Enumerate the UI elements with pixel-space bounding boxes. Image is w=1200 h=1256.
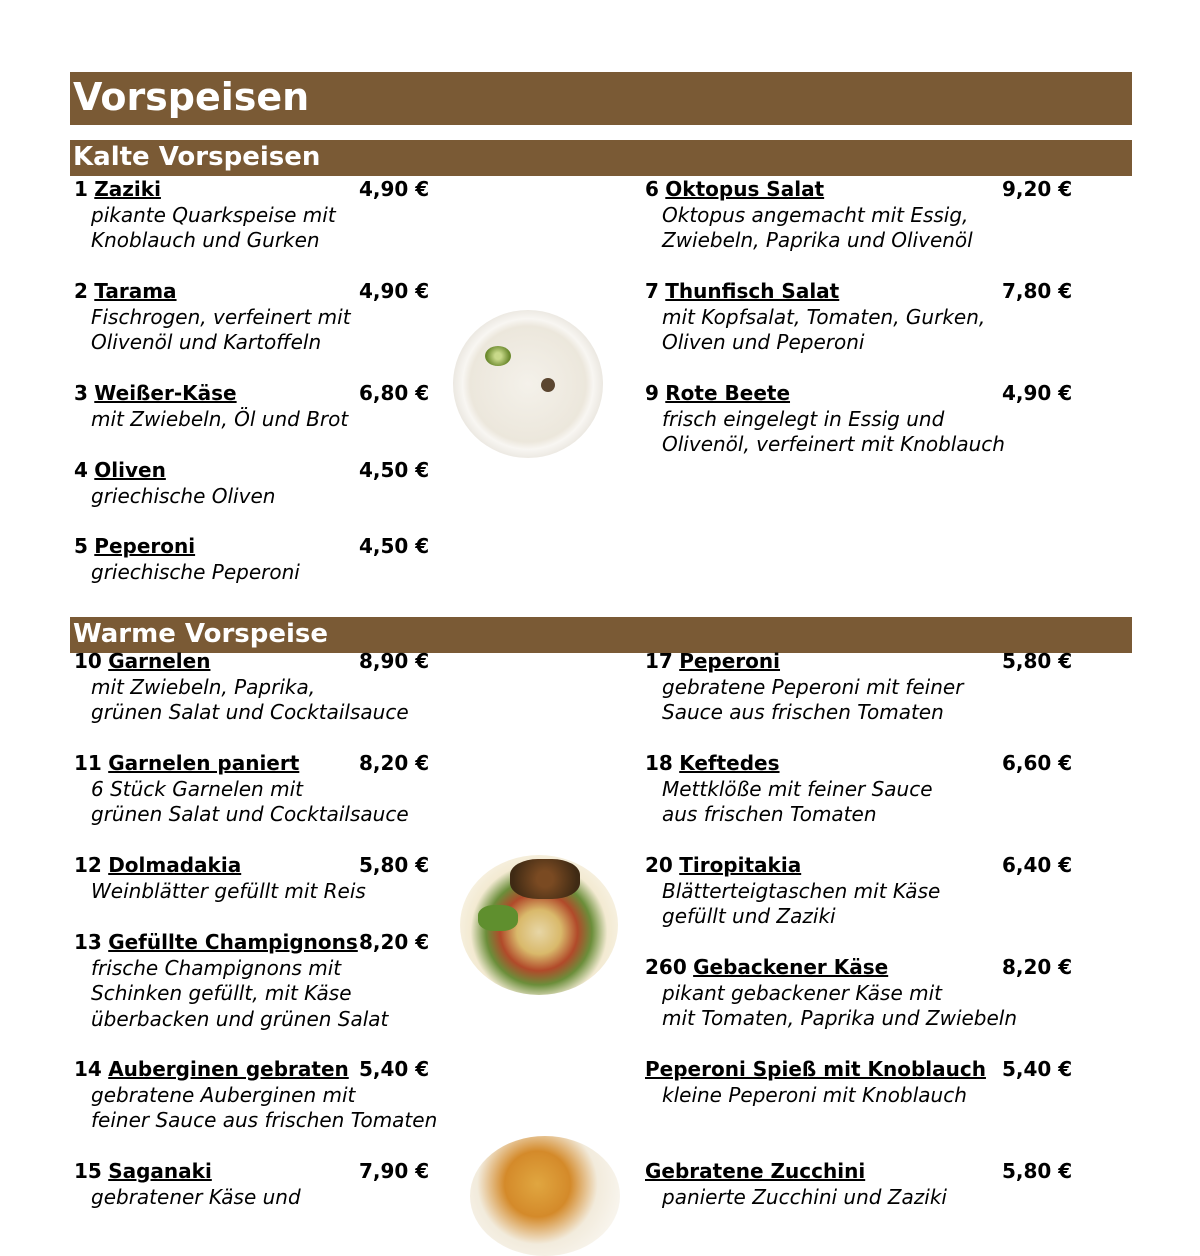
menu-item-description: kleine Peperoni mit Knoblauch — [662, 1082, 967, 1107]
menu-item — [645, 955, 1073, 1032]
menu-item-header — [645, 381, 1073, 407]
menu-item-number: 2 — [74, 279, 88, 303]
menu-item — [74, 930, 430, 1032]
menu-item-name: Dolmadakia — [108, 853, 242, 877]
menu-item-price: 5,80 € — [359, 853, 430, 877]
menu-item-header — [74, 649, 430, 675]
menu-item-header — [74, 177, 430, 203]
mixed-appetizer-dish-photo — [460, 855, 618, 995]
zaziki-dish-photo — [453, 310, 603, 458]
menu-item-name: Gebratene Zucchini — [645, 1159, 866, 1183]
menu-item-price: 5,40 € — [359, 1057, 430, 1081]
menu-item — [74, 279, 430, 356]
menu-item-header — [645, 177, 1073, 203]
menu-item — [74, 381, 430, 432]
menu-item-name: Thunfisch Salat — [665, 279, 840, 303]
menu-item-description: Olivenöl und Kartoffeln — [91, 330, 322, 354]
menu-item-number: 14 — [74, 1057, 102, 1081]
menu-item-description: Schinken gefüllt, mit Käse — [91, 981, 352, 1005]
menu-item-description: Sauce aus frischen Tomaten — [662, 700, 944, 724]
menu-item-description: mit Zwiebeln, Öl und Brot — [91, 406, 349, 431]
menu-item-header — [74, 381, 430, 407]
menu-item-number: 17 — [645, 649, 673, 673]
menu-item-description: mit Tomaten, Paprika und Zwiebeln — [662, 1006, 1018, 1030]
menu-item-price: 5,80 € — [1002, 1159, 1073, 1183]
menu-item-description: grünen Salat und Cocktailsauce — [91, 802, 409, 826]
menu-item-description: feiner Sauce aus frischen Tomaten — [91, 1108, 438, 1132]
menu-item-description: Knoblauch und Gurken — [91, 228, 320, 252]
menu-item-header — [645, 751, 1073, 777]
menu-item — [645, 751, 1073, 828]
menu-item-description: panierte Zucchini und Zaziki — [662, 1184, 947, 1209]
menu-item-description: gebratener Käse und — [91, 1184, 301, 1209]
menu-item-number: 6 — [645, 177, 659, 201]
menu-item-description: Blätterteigtaschen mit Käse — [662, 878, 941, 903]
menu-item-name: Saganaki — [108, 1159, 212, 1183]
menu-item-name: Garnelen — [108, 649, 211, 673]
menu-item-name: Gebackener Käse — [693, 955, 889, 979]
menu-item-number: 3 — [74, 381, 88, 405]
menu-item-header — [74, 279, 430, 305]
menu-item-description: Fischrogen, verfeinert mit — [91, 304, 351, 329]
page-title: Vorspeisen — [70, 72, 1132, 125]
menu-item — [645, 381, 1073, 458]
menu-item-description: gebratene Auberginen mit — [91, 1082, 356, 1107]
menu-item — [74, 1159, 430, 1210]
section-heading-kalte-vorspeisen: Kalte Vorspeisen — [70, 140, 1132, 176]
menu-item-price: 4,90 € — [359, 177, 430, 201]
menu-item-name: Oliven — [94, 458, 166, 482]
menu-item — [645, 649, 1073, 726]
menu-item-description: Mettklöße mit feiner Sauce — [662, 776, 933, 801]
menu-item-number: 12 — [74, 853, 102, 877]
menu-item-number: 5 — [74, 534, 88, 558]
menu-item-header — [645, 279, 1073, 305]
menu-item-description: aus frischen Tomaten — [662, 802, 877, 826]
menu-item-number: 1 — [74, 177, 88, 201]
menu-item-price: 7,90 € — [359, 1159, 430, 1183]
menu-item-number: 15 — [74, 1159, 102, 1183]
menu-item-description: mit Kopfsalat, Tomaten, Gurken, — [662, 304, 986, 329]
menu-item-name: Garnelen paniert — [108, 751, 300, 775]
menu-item-name: Auberginen gebraten — [108, 1057, 349, 1081]
menu-item — [645, 279, 1073, 356]
menu-item-name: Zaziki — [94, 177, 161, 201]
menu-item-price: 8,90 € — [359, 649, 430, 673]
menu-item — [74, 1057, 437, 1134]
menu-item-name: Peperoni — [94, 534, 196, 558]
menu-item-price: 7,80 € — [1002, 279, 1073, 303]
menu-item — [645, 853, 1073, 930]
menu-item-header — [645, 955, 1073, 981]
menu-item-price: 5,40 € — [1002, 1057, 1073, 1081]
menu-item-header — [74, 458, 430, 484]
menu-item-number: 7 — [645, 279, 659, 303]
menu-item — [74, 458, 430, 509]
menu-item — [645, 177, 1073, 254]
menu-item-name: Gefüllte Champignons — [108, 930, 358, 954]
menu-item — [74, 853, 430, 904]
menu-item-header — [74, 1159, 430, 1185]
menu-item-description: frisch eingelegt in Essig und — [662, 406, 945, 431]
menu-item-header — [74, 751, 430, 777]
menu-item — [74, 649, 430, 726]
menu-item-description: griechische Oliven — [91, 483, 276, 508]
menu-item-name: Weißer-Käse — [94, 381, 237, 405]
menu-item-name: Rote Beete — [665, 381, 791, 405]
menu-item-price: 4,90 € — [1002, 381, 1073, 405]
menu-item-number: 18 — [645, 751, 673, 775]
menu-item-number: 10 — [74, 649, 102, 673]
menu-item-price: 6,40 € — [1002, 853, 1073, 877]
menu-item — [645, 1159, 1073, 1210]
menu-item-description: mit Zwiebeln, Paprika, — [91, 674, 316, 699]
menu-item-name: Tiropitakia — [679, 853, 802, 877]
menu-item-header — [74, 930, 430, 956]
menu-item-name: Peperoni Spieß mit Knoblauch — [645, 1057, 986, 1081]
menu-item-header — [645, 853, 1073, 879]
menu-item-name: Keftedes — [679, 751, 780, 775]
menu-item-description: Zwiebeln, Paprika und Olivenöl — [662, 228, 973, 252]
menu-item-price: 6,80 € — [359, 381, 430, 405]
menu-item-price: 6,60 € — [1002, 751, 1073, 775]
menu-item-price: 8,20 € — [1002, 955, 1073, 979]
menu-item-description: pikant gebackener Käse mit — [662, 980, 942, 1005]
menu-item-price: 4,50 € — [359, 458, 430, 482]
menu-item-number: 9 — [645, 381, 659, 405]
menu-item-description: 6 Stück Garnelen mit — [91, 776, 303, 801]
menu-item-number: 20 — [645, 853, 673, 877]
menu-item-price: 4,50 € — [359, 534, 430, 558]
menu-item-description: gefüllt und Zaziki — [662, 904, 836, 928]
menu-item-name: Oktopus Salat — [665, 177, 825, 201]
menu-item-description: gebratene Peperoni mit feiner — [662, 674, 964, 699]
menu-item — [74, 751, 430, 828]
menu-item-header — [645, 1057, 1073, 1083]
menu-item-number: 260 — [645, 955, 687, 979]
menu-item-price: 9,20 € — [1002, 177, 1073, 201]
menu-item-header — [645, 1159, 1073, 1185]
menu-item-description: grünen Salat und Cocktailsauce — [91, 700, 409, 724]
menu-item-description: pikante Quarkspeise mit — [91, 202, 336, 227]
menu-item-description: griechische Peperoni — [91, 559, 300, 584]
menu-item — [645, 1057, 1073, 1108]
baked-dish-photo — [470, 1136, 620, 1256]
menu-item-number: 13 — [74, 930, 102, 954]
menu-item-number: 4 — [74, 458, 88, 482]
menu-item-price: 8,20 € — [359, 930, 430, 954]
menu-item-header — [645, 649, 1073, 675]
menu-item-price: 5,80 € — [1002, 649, 1073, 673]
menu-item-description: frische Champignons mit — [91, 955, 342, 980]
menu-item-name: Peperoni — [679, 649, 781, 673]
menu-item-description: Oliven und Peperoni — [662, 330, 865, 354]
menu-item-description: Olivenöl, verfeinert mit Knoblauch — [662, 432, 1005, 456]
menu-item-description: Oktopus angemacht mit Essig, — [662, 202, 969, 227]
menu-item — [74, 534, 430, 585]
menu-item-description: überbacken und grünen Salat — [91, 1006, 389, 1031]
menu-item-name: Tarama — [94, 279, 177, 303]
menu-item-price: 8,20 € — [359, 751, 430, 775]
section-heading-warme-vorspeise: Warme Vorspeise — [70, 617, 1132, 653]
menu-item — [74, 177, 430, 254]
menu-item-price: 4,90 € — [359, 279, 430, 303]
menu-item-header — [74, 534, 430, 560]
menu-item-number: 11 — [74, 751, 102, 775]
menu-item-header — [74, 1057, 437, 1083]
menu-item-description: Weinblätter gefüllt mit Reis — [91, 878, 366, 903]
menu-item-header — [74, 853, 430, 879]
